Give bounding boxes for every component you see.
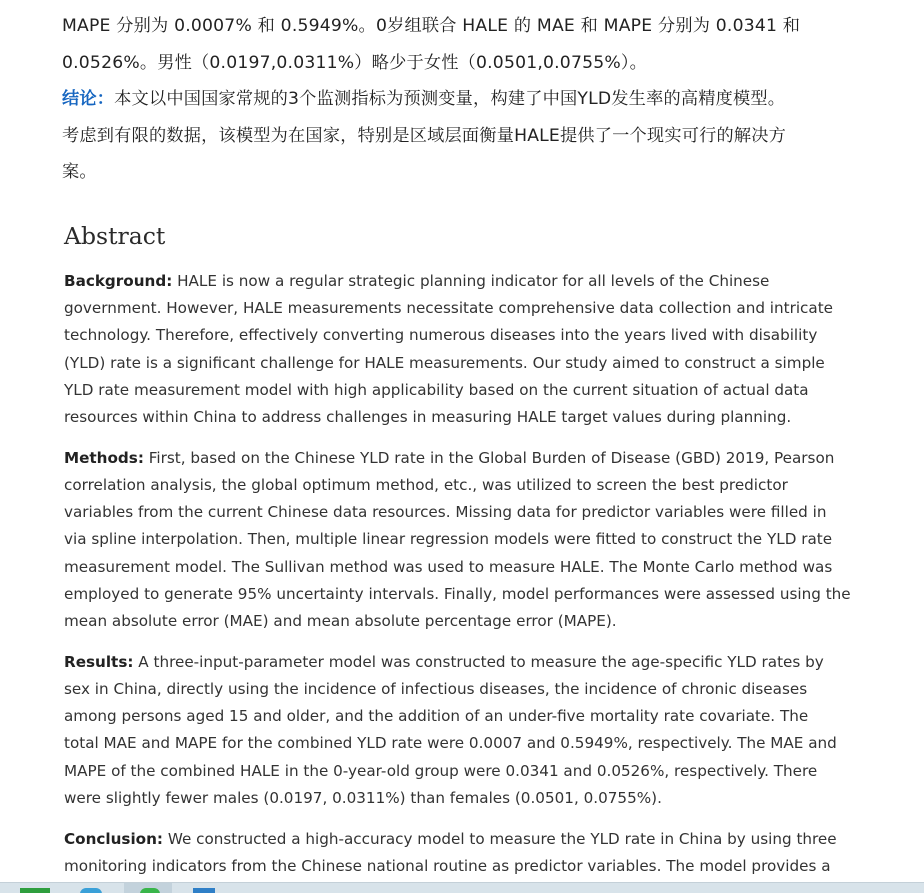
conclusion-label: Conclusion: bbox=[64, 829, 163, 848]
chinese-conclusion-text: 考虑到有限的数据，该模型为在国家，特别是区域层面衡量HALE提供了一个现实可行的解决方 bbox=[62, 125, 787, 146]
results-text: sex in China, directly using the incidence of infectious diseases, the incidence of chronic diseases bbox=[64, 680, 808, 699]
excel-icon[interactable] bbox=[20, 888, 50, 893]
background-text: (YLD) rate is a significant challenge for HALE measurements. Our study aimed to construct a simple bbox=[64, 353, 825, 372]
abstract-line bbox=[64, 649, 894, 676]
chinese-conclusion-text: 案。 bbox=[62, 162, 97, 182]
abstract-heading: Abstract bbox=[64, 222, 166, 250]
abstract-line bbox=[64, 826, 894, 853]
background-text: HALE is now a regular strategic planning indicator for all levels of the Chinese bbox=[177, 272, 770, 290]
browser-icon[interactable] bbox=[80, 888, 102, 893]
background-text: government. However, HALE measurements necessitate comprehensive data collection and intricate bbox=[64, 299, 834, 318]
taskbar bbox=[0, 882, 924, 893]
background-label: Background: bbox=[64, 272, 173, 290]
methods-text: measurement model. The Sullivan method was used to measure HALE. The Monte Carlo method was bbox=[64, 557, 833, 576]
methods-text: employed to generate 95% uncertainty intervals. Finally, model performances were assessed using the bbox=[64, 584, 851, 603]
conclusion-text: We constructed a high-accuracy model to measure the YLD rate in China by using three bbox=[167, 829, 837, 848]
chinese-conclusion-text: 本文以中国国家常规的3个监测指标为预测变量，构建了中国YLD发生率的高精度模型。 bbox=[114, 89, 786, 109]
methods-label: Methods: bbox=[64, 448, 144, 467]
methods-text: mean absolute error (MAE) and mean absolute percentage error (MAPE). bbox=[64, 612, 617, 631]
chinese-abstract bbox=[62, 8, 894, 191]
results-text: among persons aged 15 and older, and the addition of an under-five mortality rate covariate. The bbox=[64, 707, 809, 726]
results-text: total MAE and MAPE for the combined YLD rate were 0.0007 and 0.5949%, respectively. The MAE and bbox=[64, 734, 837, 753]
methods-section bbox=[64, 445, 894, 635]
background-text: technology. Therefore, effectively converting numerous diseases into the years lived with disability bbox=[64, 326, 818, 345]
methods-text: via spline interpolation. Then, multiple linear regression models were fitted to construct the YLD rate bbox=[64, 530, 833, 549]
results-text: MAPE of the combined HALE in the 0-year-old group were 0.0341 and 0.0526%, respectively. There bbox=[64, 761, 818, 780]
abstract-line bbox=[64, 268, 894, 295]
results-text: were slightly fewer males (0.0197, 0.0311%) than females (0.0501, 0.0755%). bbox=[64, 788, 662, 807]
background-text: YLD rate measurement model with high applicability based on the current situation of actual data bbox=[64, 380, 809, 399]
background-section bbox=[64, 268, 894, 431]
chinese-text-line: MAPE 分别为 0.0007% 和 0.5949%。0岁组联合 HALE 的 MAE 和 MAPE 分别为 0.0341 和 bbox=[62, 16, 801, 36]
chinese-text-line: 0.0526%。男性（0.0197,0.0311%）略少于女性（0.0501,0.0755%）。 bbox=[62, 52, 648, 73]
background-text: resources within China to address challenges in measuring HALE target values during planning. bbox=[64, 408, 792, 427]
word-icon[interactable] bbox=[193, 888, 215, 893]
chinese-conclusion-line bbox=[62, 81, 894, 118]
results-label: Results: bbox=[64, 652, 134, 671]
wechat-icon[interactable] bbox=[140, 888, 160, 893]
results-section bbox=[64, 649, 894, 812]
methods-text: variables from the current Chinese data resources. Missing data for predictor variables were filled in bbox=[64, 503, 827, 522]
conclusion-text: monitoring indicators from the Chinese national routine as predictor variables. The model provides a bbox=[64, 856, 831, 875]
conclusion-section bbox=[64, 826, 894, 880]
abstract-line bbox=[64, 445, 894, 472]
methods-text: correlation analysis, the global optimum method, etc., was utilized to screen the best predictor bbox=[64, 476, 788, 495]
chinese-conclusion-label: 结论： bbox=[62, 89, 115, 109]
english-abstract bbox=[64, 268, 894, 893]
results-text: A three-input-parameter model was constructed to measure the age-specific YLD rates by bbox=[138, 652, 824, 671]
methods-text: First, based on the Chinese YLD rate in the Global Burden of Disease (GBD) 2019, Pearson bbox=[148, 448, 835, 467]
